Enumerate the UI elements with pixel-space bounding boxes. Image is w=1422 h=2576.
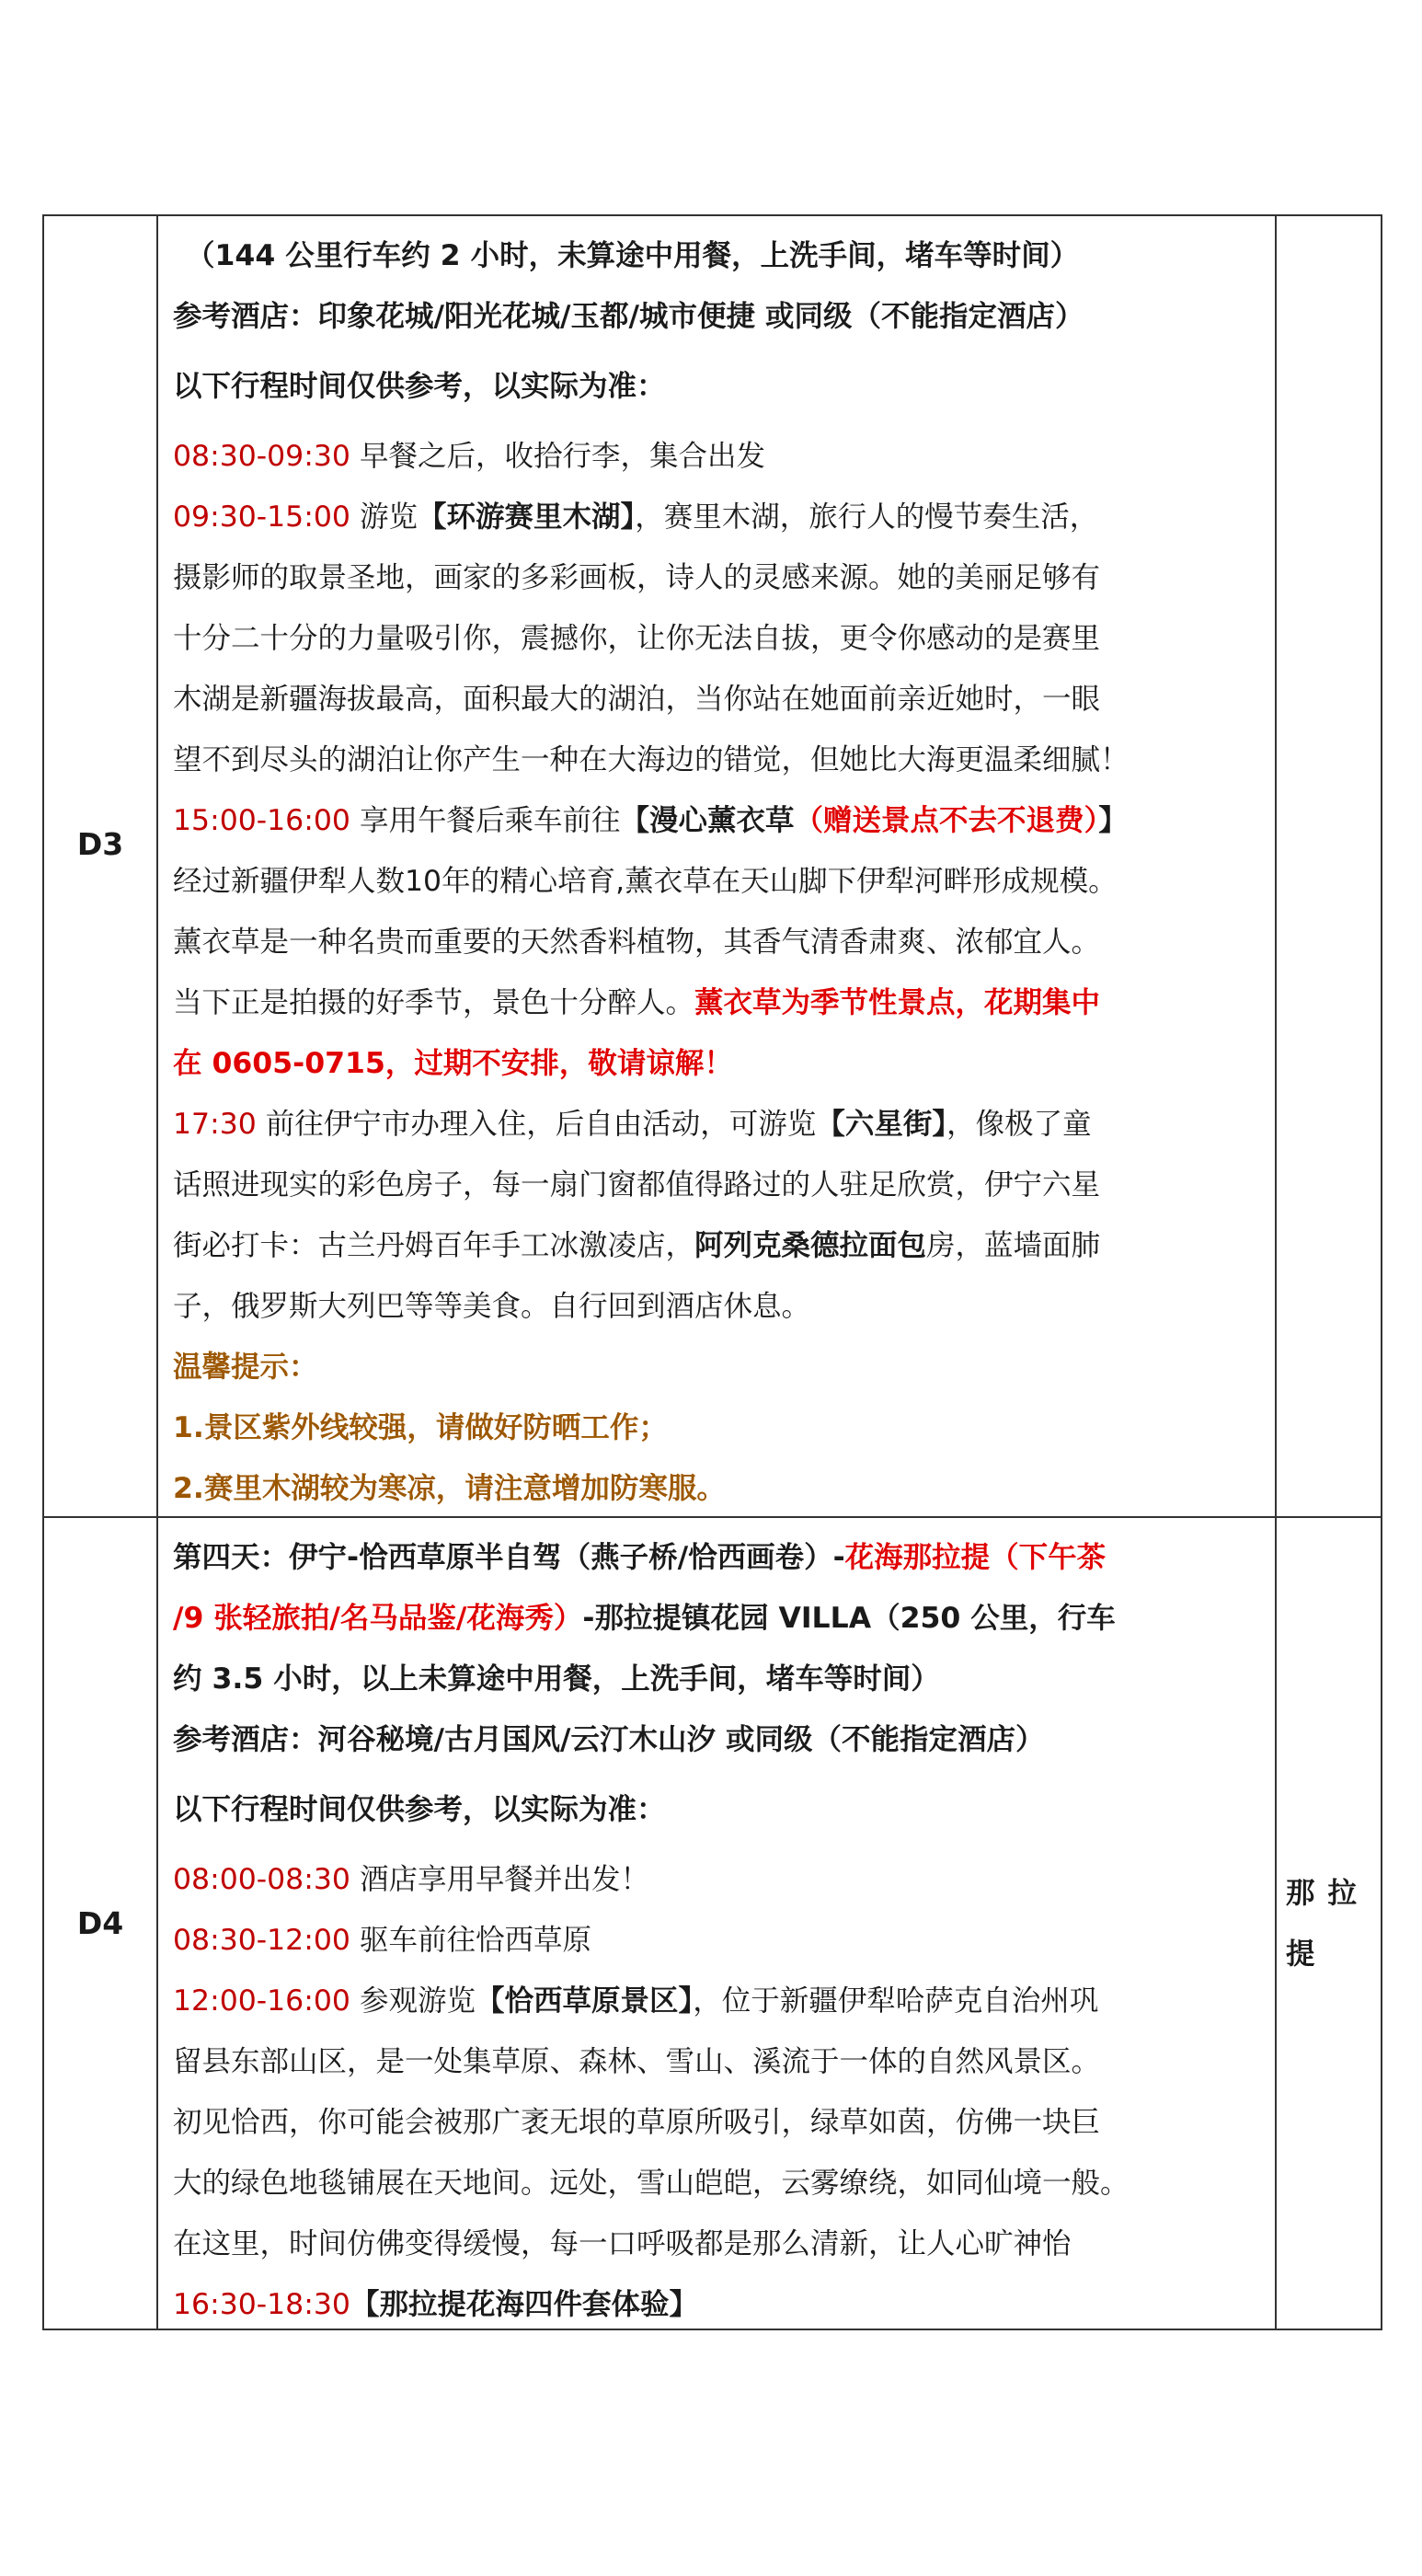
stay-cell (1276, 1517, 1382, 2329)
day-label: D3 (76, 826, 124, 862)
yining-block (173, 1094, 1260, 1337)
tips-block (173, 1337, 1260, 1519)
description-line: 大的绿色地毯铺展在天地间。远处，雪山皑皑，云雾缭绕，如同仙境一般。 (173, 2167, 1130, 2200)
schedule-item (173, 426, 1260, 487)
lavender-block (173, 790, 1260, 1094)
description-line: 经过新疆伊犁人数10年的精心培育,薰衣草在天山脚下伊犁河畔形成规模。 (173, 865, 1118, 898)
schedule-item (173, 1849, 1260, 1910)
hotel-reference: 参考酒店：印象花城/阳光花城/玉都/城市便捷 或同级（不能指定酒店） (173, 300, 1084, 333)
attraction-name: 【那拉提花海四件套体验】 (350, 2288, 698, 2321)
schedule-text: ，位于新疆伊犁哈萨克自治州巩 (693, 1984, 1099, 2018)
tips-title: 温馨提示： (173, 1351, 318, 1384)
schedule-time: 08:30-12:00 (173, 1924, 350, 1957)
schedule-text: 游览 (359, 500, 418, 534)
schedule-note: 以下行程时间仅供参考，以实际为准： (173, 370, 666, 403)
day-label: D4 (76, 1905, 124, 1941)
description-line: 街必打卡：古兰丹姆百年手工冰激凌店， (173, 1229, 695, 1262)
description-line: 初见恰西，你可能会被那广袤无垠的草原所吸引，绿草如茵，仿佛一块巨 (173, 2106, 1101, 2139)
bracket-close: 】 (1098, 804, 1128, 837)
stay-cell (1276, 215, 1382, 1517)
schedule-item (173, 1910, 1260, 1971)
drive-note: （144 公里行车约 2 小时，未算途中用餐，上洗手间，堵车等时间） (186, 239, 1080, 272)
schedule-text: 驱车前往恰西草原 (359, 1924, 591, 1957)
day-content-cell (157, 1517, 1276, 2329)
saimu-lake-block (173, 487, 1260, 790)
schedule-text: ，赛里木湖，旅行人的慢节奏生活， (635, 500, 1099, 534)
schedule-item (173, 2274, 1260, 2335)
qiaxi-block (173, 1971, 1260, 2274)
attraction-name: 【环游赛里木湖】 (417, 500, 636, 534)
season-warning: 薰衣草为季节性景点，花期集中 (694, 986, 1101, 1019)
itinerary-table (42, 214, 1382, 2330)
hotel-reference: 参考酒店：河谷秘境/古月国风/云汀木山汐 或同级（不能指定酒店） (173, 1723, 1045, 1756)
description-line: 十分二十分的力量吸引你，震撼你，让你无法自拔，更令你感动的是赛里 (173, 622, 1101, 655)
schedule-text: 前往伊宁市办理入住，后自由活动，可游览 (265, 1108, 817, 1141)
description-line: 留县东部山区，是一处集草原、森林、雪山、溪流于一体的自然风景区。 (173, 2045, 1101, 2078)
description-line: 房，蓝墙面肺 (926, 1229, 1101, 1262)
day-title-part: 约 3.5 小时，以上未算途中用餐，上洗手间，堵车等时间） (173, 1662, 940, 1696)
tip-item: 2.赛里木湖较为寒凉，请注意增加防寒服。 (173, 1472, 726, 1505)
schedule-time: 16:30-18:30 (173, 2288, 350, 2321)
description-line: 摄影师的取景圣地，画家的多彩画板，诗人的灵感来源。她的美丽足够有 (173, 561, 1101, 594)
attraction-name: 【恰西草原景区】 (475, 1984, 694, 2018)
day-row-d3 (43, 215, 1382, 1517)
description-line: 当下正是拍摄的好季节，景色十分醉人。 (173, 986, 695, 1019)
day-title-highlight: /9 张轻旅拍/名马品鉴/花海秀） (173, 1602, 583, 1635)
day-label-cell (43, 215, 157, 1517)
schedule-text: 早餐之后，收拾行李，集合出发 (359, 440, 765, 473)
schedule-text: 酒店享用早餐并出发！ (359, 1863, 649, 1896)
schedule-note: 以下行程时间仅供参考，以实际为准： (173, 1793, 666, 1826)
tip-item: 1.景区紫外线较强，请做好防晒工作； (173, 1411, 668, 1444)
day-title-highlight: 花海那拉提（下午茶 (844, 1541, 1107, 1574)
description-line: 望不到尽头的湖泊让你产生一种在大海边的错觉，但她比大海更温柔细腻！ (173, 743, 1130, 776)
overnight-location: 那拉提 (1286, 1876, 1370, 1971)
description-line: 薰衣草是一种名贵而重要的天然香料植物，其香气清香肃爽、浓郁宜人。 (173, 926, 1101, 959)
description-line: 话照进现实的彩色房子，每一扇门窗都值得路过的人驻足欣赏，伊宁六星 (173, 1168, 1101, 1202)
schedule-text: ，像极了童 (946, 1108, 1092, 1141)
day-title-part: -那拉提镇花园 VILLA（250 公里，行车 (582, 1602, 1116, 1635)
day-row-d4 (43, 1517, 1382, 2329)
schedule-time: 08:00-08:30 (173, 1863, 350, 1896)
attraction-name: 【漫心薰衣草 (620, 804, 795, 837)
schedule-time: 12:00-16:00 (173, 1984, 350, 2018)
schedule-time: 08:30-09:30 (173, 440, 350, 473)
schedule-text: 参观游览 (359, 1984, 476, 2018)
day-title (173, 1527, 1260, 1709)
schedule-time: 15:00-16:00 (173, 804, 350, 837)
attraction-name: 【六星街】 (816, 1108, 947, 1141)
shop-name: 阿列克桑德拉面包 (694, 1229, 927, 1262)
description-line: 木湖是新疆海拔最高，面积最大的湖泊，当你站在她面前亲近她时，一眼 (173, 683, 1101, 716)
description-line: 子，俄罗斯大列巴等等美食。自行回到酒店休息。 (173, 1290, 811, 1323)
schedule-time: 09:30-15:00 (173, 500, 350, 534)
day-content-cell (157, 215, 1276, 1517)
description-line: 在这里，时间仿佛变得缓慢，每一口呼吸都是那么清新，让人心旷神怡 (173, 2227, 1072, 2260)
season-warning: 在 0605-0715，过期不安排，敬请谅解！ (173, 1047, 733, 1080)
day-title-part: 第四天：伊宁-恰西草原半自驾（燕子桥/恰西画卷）- (173, 1541, 845, 1574)
gift-note: （赠送景点不去不退费） (794, 804, 1099, 837)
day-label-cell (43, 1517, 157, 2329)
schedule-time: 17:30 (173, 1108, 257, 1141)
schedule-text: 享用午餐后乘车前往 (359, 804, 621, 837)
